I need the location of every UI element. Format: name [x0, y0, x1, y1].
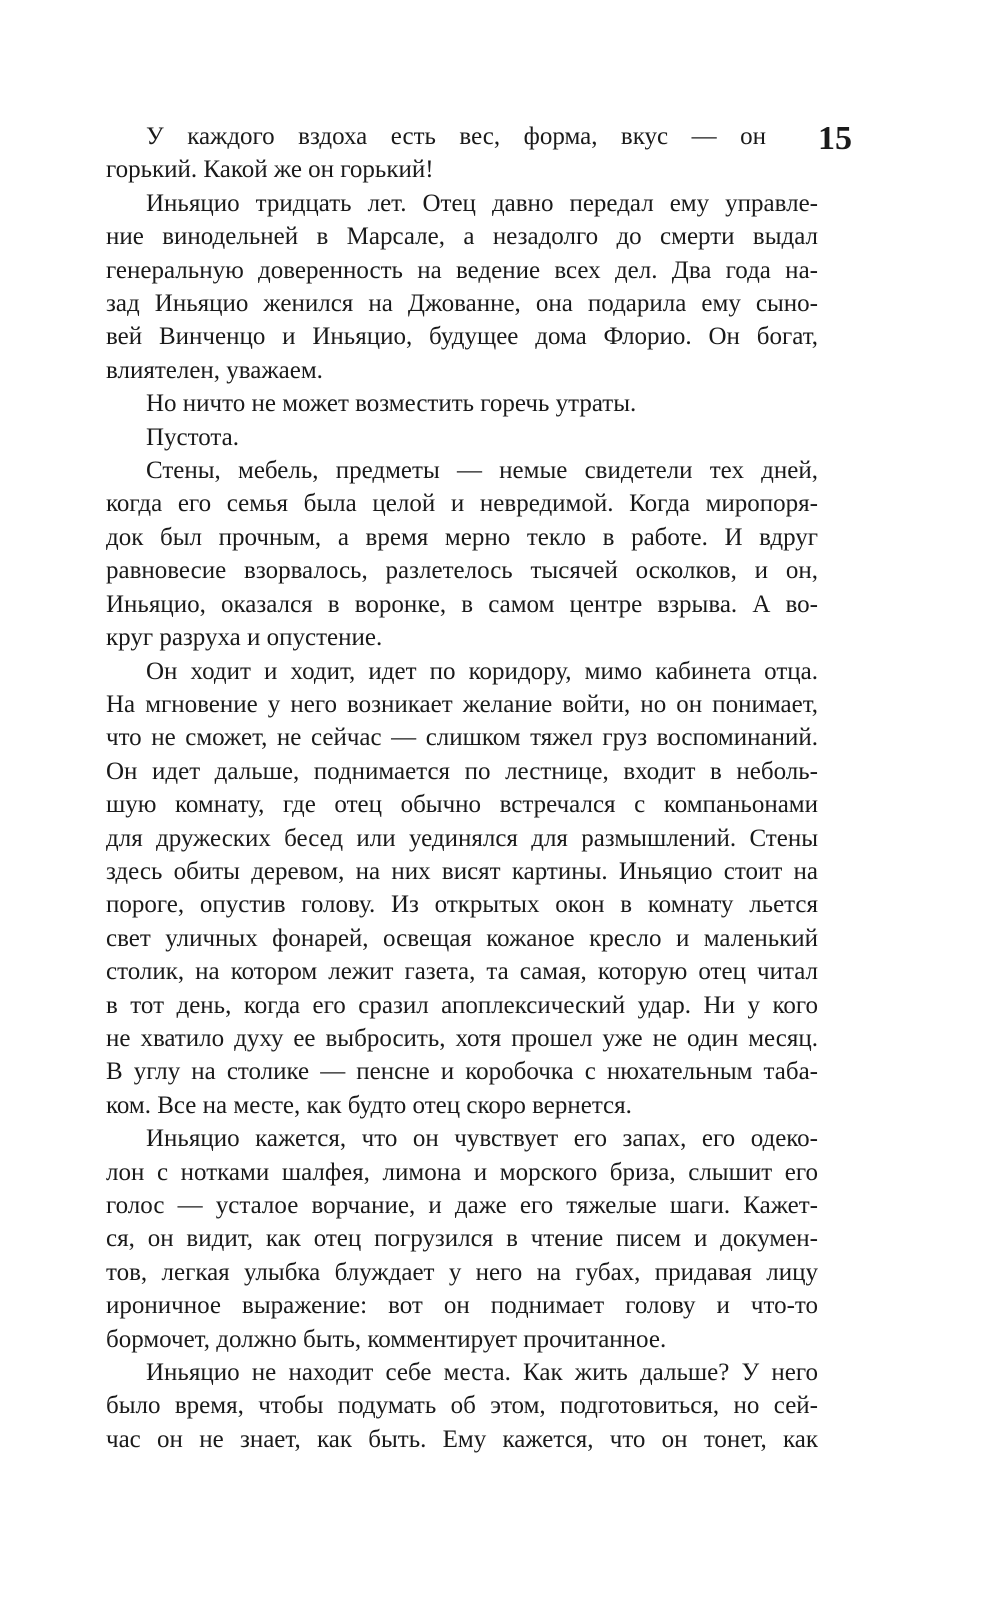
text-line: для дружеских бесед или уединялся для размышлений. Стены — [106, 824, 818, 852]
text-line: В углу на столике — пенсне и коробочка с нюхательным таба- — [106, 1058, 818, 1086]
text-line: ние винодельней в Марсале, а незадолго до смерти выдал — [106, 223, 818, 251]
text-line: лон с нотками шалфея, лимона и морского бриза, слышит его — [106, 1158, 818, 1186]
text-line: что не сможет, не сейчас — слишком тяжел груз воспоминаний. — [106, 724, 818, 752]
text-line: Он ходит и ходит, идет по коридору, мимо кабинета отца. — [146, 657, 818, 685]
text-line: не хватило духу ее выбросить, хотя прошел уже не один месяц. — [106, 1024, 818, 1052]
text-line: равновесие взорвалось, разлетелось тысячей осколков, и он, — [106, 557, 818, 585]
text-line: шую комнату, где отец обычно встречался с компаньонами — [106, 791, 818, 819]
text-line: зад Иньяцио женился на Джованне, она подарила ему сыно- — [106, 290, 818, 318]
text-line: ком. Все на месте, как будто отец скоро вернется. — [106, 1091, 632, 1119]
page-number: 15 — [818, 120, 852, 157]
text-line: влиятелен, уважаем. — [106, 356, 323, 384]
text-line: Иньяцио не находит себе места. Как жить дальше? У него — [146, 1359, 818, 1387]
text-line: У каждого вздоха есть вес, форма, вкус — он — [146, 123, 766, 150]
text-line: генеральную доверенность на ведение всех дел. Два года на- — [106, 256, 818, 284]
text-line: в тот день, когда его сразил апоплексический удар. Ни у кого — [106, 991, 818, 1019]
text-line: ся, он видит, как отец погрузился в чтение писем и докумен- — [106, 1225, 818, 1253]
text-line: голос — усталое ворчание, и даже его тяжелые шаги. Кажет- — [106, 1192, 818, 1219]
text-line: горький. Какой же он горький! — [106, 156, 434, 184]
text-line: свет уличных фонарей, освещая кожаное кресло и маленький — [106, 924, 818, 952]
text-line: час он не знает, как быть. Ему кажется, что он тонет, как — [106, 1425, 818, 1453]
text-line: когда его семья была целой и невредимой. Когда миропоря- — [106, 490, 818, 518]
text-line: пороге, опустив голову. Из открытых окон в комнату льется — [106, 891, 818, 919]
text-line: док был прочным, а время мерно текло в работе. И вдруг — [106, 523, 818, 551]
text-line: бормочет, должно быть, комментирует прочитанное. — [106, 1325, 667, 1353]
text-line: Иньяцио, оказался в воронке, в самом центре взрыва. А во- — [106, 590, 818, 618]
text-line: Пустота. — [146, 423, 239, 451]
body-text — [106, 120, 818, 1456]
text-line: круг разруха и опустение. — [106, 624, 383, 652]
text-line: здесь обиты деревом, на них висят картины. Иньяцио стоит на — [106, 857, 818, 885]
text-line: Но ничто не может возместить горечь утраты. — [146, 390, 637, 418]
text-line: Он идет дальше, поднимается по лестнице, входит в неболь- — [106, 757, 818, 785]
text-line: вей Винченцо и Иньяцио, будущее дома Флорио. Он богат, — [106, 323, 818, 351]
text-line: Стены, мебель, предметы — немые свидетели тех дней, — [146, 457, 818, 485]
text-line: тов, легкая улыбка блуждает у него на губах, придавая лицу — [106, 1258, 818, 1286]
text-line: Иньяцио тридцать лет. Отец давно передал ему управле- — [146, 189, 818, 217]
text-line: было время, чтобы подумать об этом, подготовиться, но сей- — [106, 1392, 818, 1420]
text-line: На мгновение у него возникает желание войти, но он понимает, — [106, 690, 818, 718]
text-line: ироничное выражение: вот он поднимает голову и что-то — [106, 1292, 818, 1320]
text-line: столик, на котором лежит газета, та самая, которую отец читал — [106, 958, 818, 986]
text-line: Иньяцио кажется, что он чувствует его запах, его одеко- — [146, 1125, 818, 1153]
